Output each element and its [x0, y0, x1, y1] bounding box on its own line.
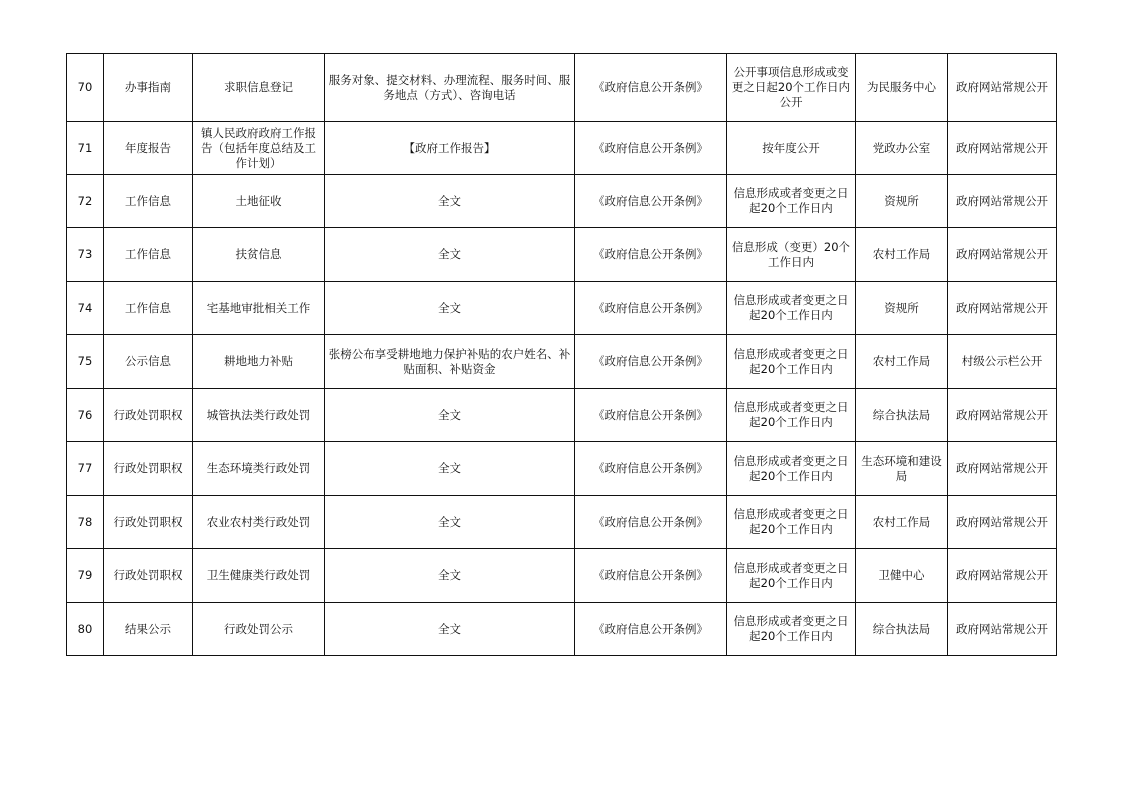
table-row [67, 54, 1057, 122]
row-number: 78 [67, 496, 104, 549]
category-cell: 年度报告 [104, 122, 193, 175]
row-number: 76 [67, 389, 104, 442]
category-cell: 行政处罚职权 [104, 442, 193, 496]
row-number: 70 [67, 54, 104, 122]
table-row [67, 335, 1057, 389]
timeframe-cell: 信息形成或者变更之日起20个工作日内 [727, 335, 856, 389]
item-cell: 卫生健康类行政处罚 [193, 549, 325, 603]
item-cell: 生态环境类行政处罚 [193, 442, 325, 496]
table-row [67, 228, 1057, 282]
method-cell: 政府网站常规公开 [948, 175, 1057, 228]
method-cell: 政府网站常规公开 [948, 228, 1057, 282]
basis-cell: 《政府信息公开条例》 [575, 54, 727, 122]
method-cell: 政府网站常规公开 [948, 549, 1057, 603]
content-cell: 全文 [325, 175, 575, 228]
basis-cell: 《政府信息公开条例》 [575, 122, 727, 175]
content-cell: 全文 [325, 228, 575, 282]
content-cell: 服务对象、提交材料、办理流程、服务时间、服务地点（方式）、咨询电话 [325, 54, 575, 122]
timeframe-cell: 信息形成或者变更之日起20个工作日内 [727, 175, 856, 228]
method-cell: 政府网站常规公开 [948, 496, 1057, 549]
content-cell: 【政府工作报告】 [325, 122, 575, 175]
content-cell: 全文 [325, 282, 575, 335]
category-cell: 行政处罚职权 [104, 496, 193, 549]
category-cell: 行政处罚职权 [104, 389, 193, 442]
row-number: 77 [67, 442, 104, 496]
timeframe-cell: 信息形成或者变更之日起20个工作日内 [727, 549, 856, 603]
item-cell: 扶贫信息 [193, 228, 325, 282]
category-cell: 工作信息 [104, 228, 193, 282]
content-cell: 全文 [325, 442, 575, 496]
department-cell: 资规所 [856, 282, 948, 335]
table-row [67, 549, 1057, 603]
timeframe-cell: 信息形成或者变更之日起20个工作日内 [727, 389, 856, 442]
department-cell: 卫健中心 [856, 549, 948, 603]
basis-cell: 《政府信息公开条例》 [575, 389, 727, 442]
table-row [67, 282, 1057, 335]
method-cell: 村级公示栏公开 [948, 335, 1057, 389]
item-cell: 行政处罚公示 [193, 603, 325, 656]
basis-cell: 《政府信息公开条例》 [575, 335, 727, 389]
item-cell: 耕地地力补贴 [193, 335, 325, 389]
method-cell: 政府网站常规公开 [948, 122, 1057, 175]
department-cell: 农村工作局 [856, 496, 948, 549]
department-cell: 综合执法局 [856, 389, 948, 442]
row-number: 75 [67, 335, 104, 389]
content-cell: 全文 [325, 496, 575, 549]
category-cell: 公示信息 [104, 335, 193, 389]
item-cell: 求职信息登记 [193, 54, 325, 122]
row-number: 71 [67, 122, 104, 175]
method-cell: 政府网站常规公开 [948, 282, 1057, 335]
method-cell: 政府网站常规公开 [948, 54, 1057, 122]
table-body [67, 54, 1057, 656]
timeframe-cell: 信息形成（变更）20个工作日内 [727, 228, 856, 282]
content-cell: 全文 [325, 603, 575, 656]
category-cell: 工作信息 [104, 282, 193, 335]
basis-cell: 《政府信息公开条例》 [575, 282, 727, 335]
method-cell: 政府网站常规公开 [948, 442, 1057, 496]
table-row [67, 603, 1057, 656]
row-number: 79 [67, 549, 104, 603]
department-cell: 农村工作局 [856, 335, 948, 389]
basis-cell: 《政府信息公开条例》 [575, 228, 727, 282]
table-row [67, 442, 1057, 496]
table-row [67, 175, 1057, 228]
row-number: 74 [67, 282, 104, 335]
basis-cell: 《政府信息公开条例》 [575, 175, 727, 228]
timeframe-cell: 信息形成或者变更之日起20个工作日内 [727, 603, 856, 656]
item-cell: 农业农村类行政处罚 [193, 496, 325, 549]
department-cell: 农村工作局 [856, 228, 948, 282]
item-cell: 宅基地审批相关工作 [193, 282, 325, 335]
disclosure-table [66, 53, 1057, 656]
department-cell: 生态环境和建设局 [856, 442, 948, 496]
basis-cell: 《政府信息公开条例》 [575, 496, 727, 549]
row-number: 73 [67, 228, 104, 282]
item-cell: 土地征收 [193, 175, 325, 228]
timeframe-cell: 按年度公开 [727, 122, 856, 175]
department-cell: 为民服务中心 [856, 54, 948, 122]
department-cell: 党政办公室 [856, 122, 948, 175]
table-row [67, 122, 1057, 175]
table-row [67, 496, 1057, 549]
content-cell: 全文 [325, 549, 575, 603]
content-cell: 张榜公布享受耕地地力保护补贴的农户姓名、补贴面积、补贴资金 [325, 335, 575, 389]
row-number: 72 [67, 175, 104, 228]
department-cell: 资规所 [856, 175, 948, 228]
content-cell: 全文 [325, 389, 575, 442]
timeframe-cell: 信息形成或者变更之日起20个工作日内 [727, 442, 856, 496]
category-cell: 办事指南 [104, 54, 193, 122]
basis-cell: 《政府信息公开条例》 [575, 549, 727, 603]
category-cell: 结果公示 [104, 603, 193, 656]
method-cell: 政府网站常规公开 [948, 603, 1057, 656]
item-cell: 镇人民政府政府工作报告（包括年度总结及工作计划） [193, 122, 325, 175]
timeframe-cell: 信息形成或者变更之日起20个工作日内 [727, 496, 856, 549]
table-row [67, 389, 1057, 442]
category-cell: 工作信息 [104, 175, 193, 228]
department-cell: 综合执法局 [856, 603, 948, 656]
row-number: 80 [67, 603, 104, 656]
basis-cell: 《政府信息公开条例》 [575, 603, 727, 656]
timeframe-cell: 信息形成或者变更之日起20个工作日内 [727, 282, 856, 335]
item-cell: 城管执法类行政处罚 [193, 389, 325, 442]
timeframe-cell: 公开事项信息形成或变更之日起20个工作日内公开 [727, 54, 856, 122]
method-cell: 政府网站常规公开 [948, 389, 1057, 442]
category-cell: 行政处罚职权 [104, 549, 193, 603]
basis-cell: 《政府信息公开条例》 [575, 442, 727, 496]
